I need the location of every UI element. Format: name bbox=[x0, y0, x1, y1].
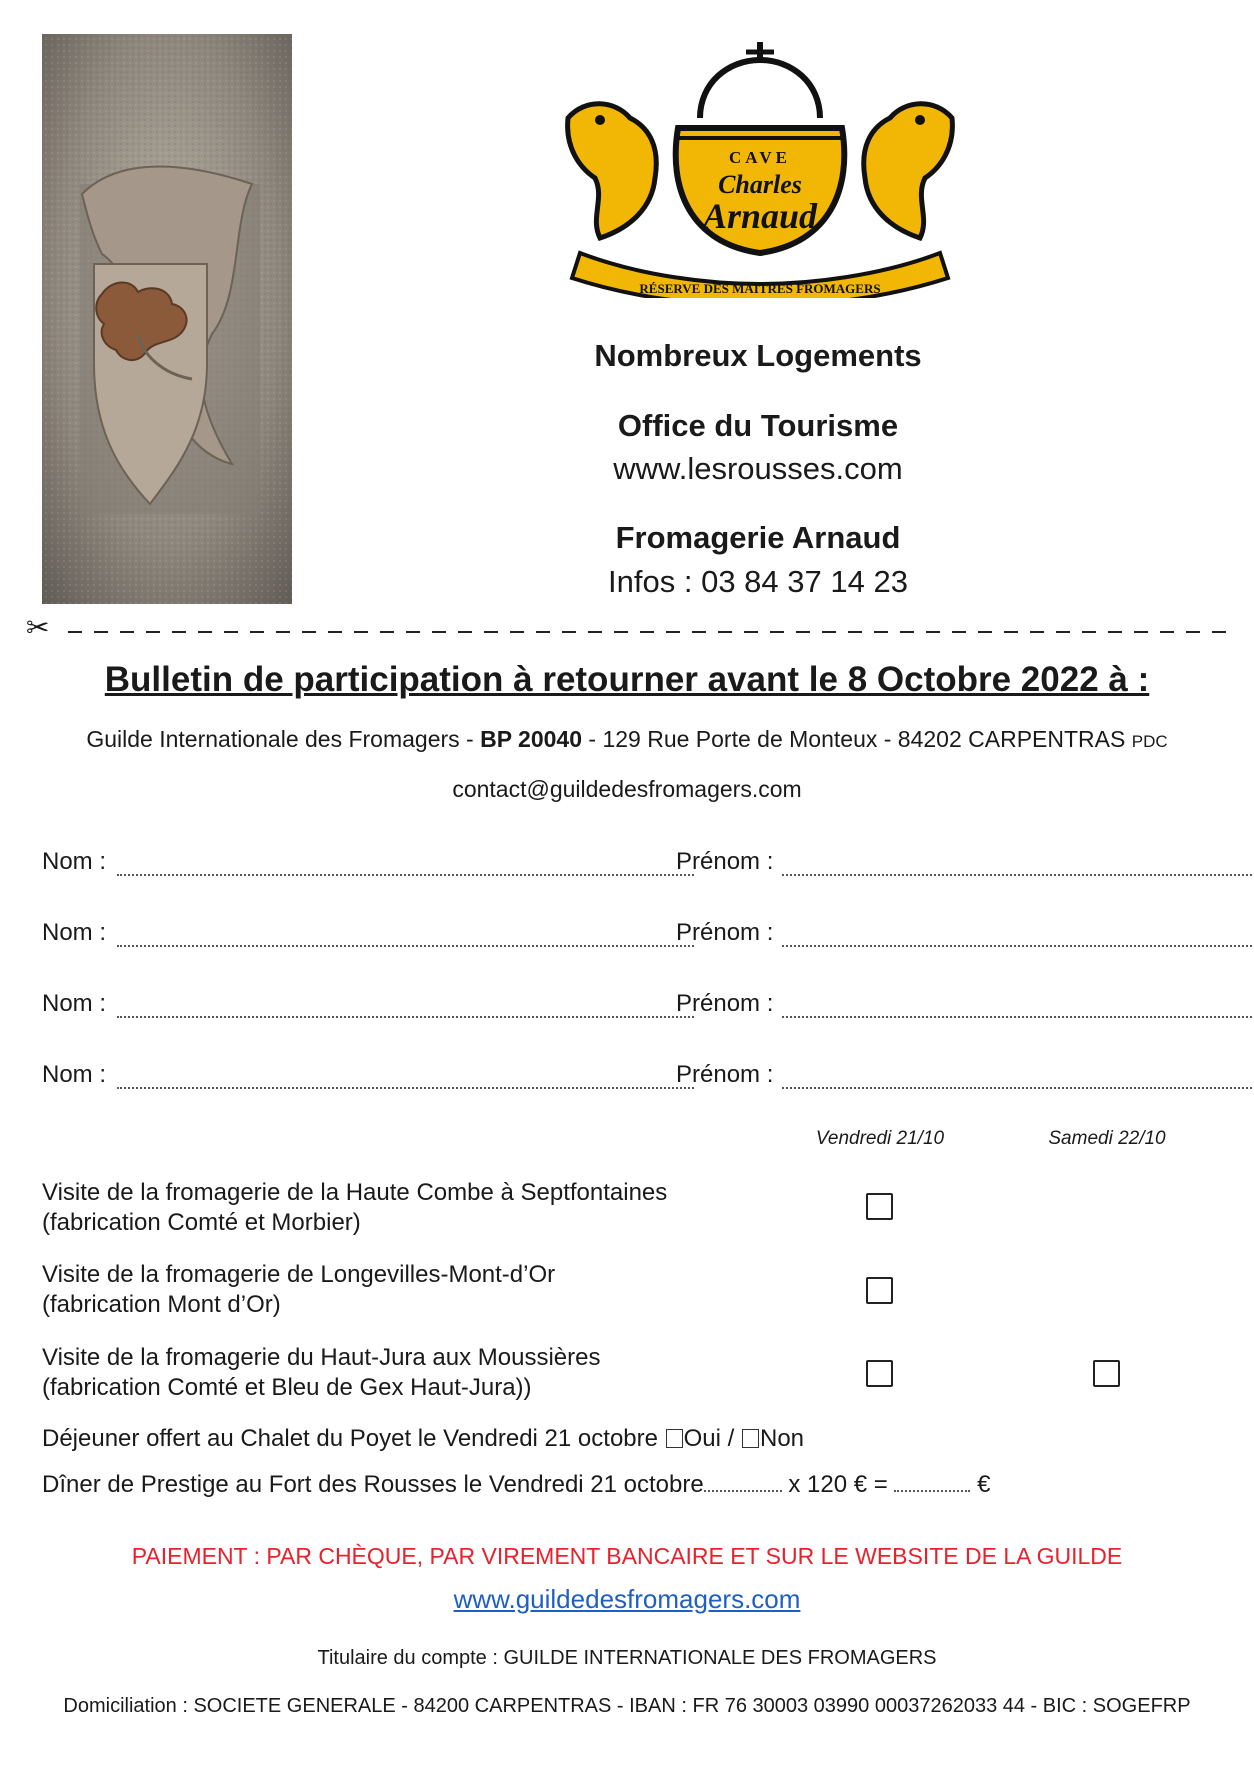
bulletin-title: Bulletin de participation à retourner avant le 8 Octobre 2022 à : bbox=[104, 660, 1150, 699]
address-bp: BP 20040 bbox=[480, 726, 583, 752]
activity-title: Visite de la fromagerie de Longevilles-Mont-d’Or bbox=[42, 1261, 556, 1288]
checkbox-haut-jura-friday[interactable] bbox=[866, 1360, 893, 1387]
dinner-currency: € bbox=[970, 1471, 991, 1498]
lunch-oui-checkbox[interactable] bbox=[666, 1429, 683, 1448]
participant-row bbox=[42, 848, 1222, 882]
lunch-line bbox=[42, 1424, 942, 1454]
participant-row bbox=[42, 1061, 1222, 1095]
nom-label: Nom : bbox=[42, 990, 107, 1017]
activity-detail: (fabrication Mont d’Or) bbox=[42, 1291, 281, 1318]
lunch-text: Déjeuner offert au Chalet du Poyet le Vendredi 21 octobre bbox=[42, 1425, 665, 1452]
fromagerie-phone: Infos : 03 84 37 14 23 bbox=[608, 564, 908, 599]
stone-carving-image bbox=[42, 34, 292, 604]
prenom-label: Prénom : bbox=[676, 919, 774, 946]
dinner-quantity-field[interactable] bbox=[704, 1474, 782, 1492]
logo-cave-text: CAVE bbox=[729, 148, 791, 167]
activity-haut-jura bbox=[42, 1343, 742, 1403]
address-end: - 129 Rue Porte de Monteux - 84202 CARPENTRAS bbox=[582, 726, 1132, 752]
cut-line bbox=[28, 622, 1228, 642]
activity-longevilles bbox=[42, 1260, 742, 1320]
lunch-non-label: Non bbox=[760, 1425, 805, 1452]
activity-haute-combe bbox=[42, 1178, 742, 1238]
nom-field[interactable] bbox=[117, 1069, 694, 1089]
dinner-line bbox=[42, 1470, 1042, 1500]
checkbox-haut-jura-saturday[interactable] bbox=[1093, 1360, 1120, 1387]
address-start: Guilde Internationale des Fromagers - bbox=[86, 726, 481, 752]
account-holder: Titulaire du compte : GUILDE INTERNATIONALE DES FROMAGERS bbox=[317, 1647, 937, 1669]
nom-field[interactable] bbox=[117, 927, 694, 947]
guild-address bbox=[0, 726, 1254, 753]
checkbox-haute-combe-friday[interactable] bbox=[866, 1193, 893, 1220]
activity-detail: (fabrication Comté et Bleu de Gex Haut-Jura)) bbox=[42, 1374, 532, 1401]
dinner-price: x 120 € = bbox=[781, 1471, 895, 1498]
dinner-total-field[interactable] bbox=[894, 1474, 970, 1492]
prenom-label: Prénom : bbox=[676, 1061, 774, 1088]
participant-row bbox=[42, 990, 1222, 1024]
tourism-url[interactable]: www.lesrousses.com bbox=[613, 451, 903, 486]
checkbox-longevilles-friday[interactable] bbox=[866, 1277, 893, 1304]
activity-detail: (fabrication Comté et Morbier) bbox=[42, 1209, 361, 1236]
prenom-label: Prénom : bbox=[676, 990, 774, 1017]
participant-row bbox=[42, 919, 1222, 953]
tourism-office-heading: Office du Tourisme bbox=[617, 408, 899, 443]
prenom-field[interactable] bbox=[782, 1069, 1254, 1089]
scissors-icon: ✂ bbox=[26, 612, 50, 643]
bank-domiciliation: Domiciliation : SOCIETE GENERALE - 84200 CARPENTRAS - IBAN : FR 76 30003 03990 00037262033 44 - BIC : SOGEFRP bbox=[63, 1695, 1191, 1717]
nom-label: Nom : bbox=[42, 919, 107, 946]
nom-label: Nom : bbox=[42, 1061, 107, 1088]
logo-charles-text: Charles bbox=[718, 170, 802, 199]
nom-field[interactable] bbox=[117, 856, 694, 876]
contact-email[interactable]: contact@guildedesfromagers.com bbox=[452, 776, 802, 802]
prenom-field[interactable] bbox=[782, 927, 1254, 947]
cave-charles-arnaud-logo bbox=[560, 38, 960, 298]
payment-notice: PAIEMENT : PAR CHÈQUE, PAR VIREMENT BANCAIRE ET SUR LE WEBSITE DE LA GUILDE bbox=[131, 1543, 1123, 1569]
lodging-heading: Nombreux Logements bbox=[594, 338, 922, 373]
nom-label: Nom : bbox=[42, 848, 107, 875]
prenom-field[interactable] bbox=[782, 998, 1254, 1018]
friday-column-header: Vendredi 21/10 bbox=[815, 1128, 945, 1149]
lunch-non-checkbox[interactable] bbox=[742, 1429, 759, 1448]
saturday-column-header: Samedi 22/10 bbox=[1048, 1128, 1166, 1149]
fromagerie-heading: Fromagerie Arnaud bbox=[615, 520, 901, 555]
dinner-text: Dîner de Prestige au Fort des Rousses le Vendredi 21 octobre bbox=[42, 1471, 704, 1498]
logo-arnaud-text: Arnaud bbox=[702, 196, 818, 236]
logo-banner-text: RÉSERVE DES MAÎTRES FROMAGERS bbox=[639, 281, 881, 296]
prenom-label: Prénom : bbox=[676, 848, 774, 875]
prenom-field[interactable] bbox=[782, 856, 1254, 876]
guild-website-link[interactable]: www.guildedesfromagers.com bbox=[453, 1584, 801, 1614]
lunch-oui-label: Oui / bbox=[683, 1425, 741, 1452]
activity-title: Visite de la fromagerie du Haut-Jura aux Moussières bbox=[42, 1344, 601, 1371]
activity-title: Visite de la fromagerie de la Haute Combe à Septfontaines bbox=[42, 1179, 668, 1206]
nom-field[interactable] bbox=[117, 998, 694, 1018]
address-pdc: PDC bbox=[1131, 732, 1168, 751]
